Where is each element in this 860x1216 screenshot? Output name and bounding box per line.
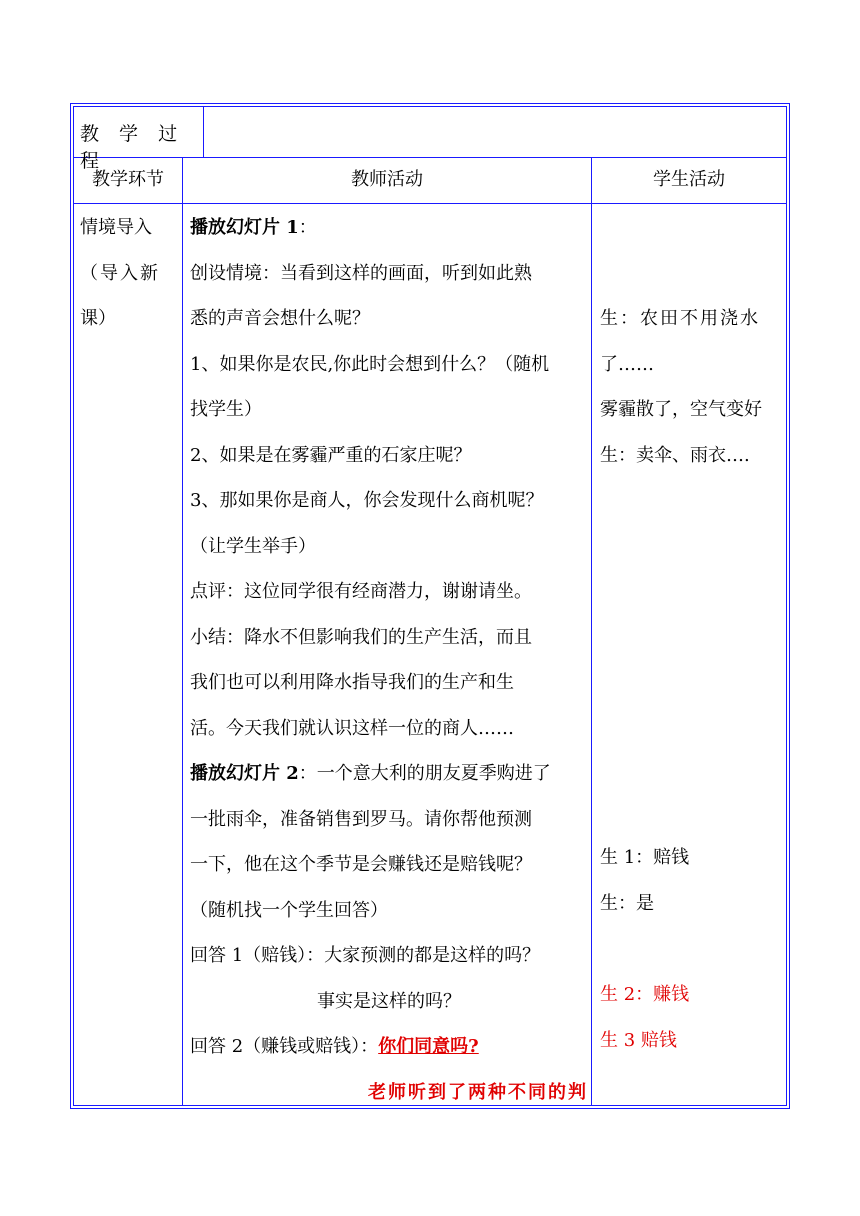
answer2-question: 你们同意吗?: [378, 1036, 479, 1057]
teacher-line: 3、那如果你是商人，你会发现什么商机呢？: [190, 490, 544, 511]
header-stage: 教学环节: [92, 169, 164, 190]
teacher-line: 事实是这样的吗？: [317, 990, 461, 1012]
row-divider-header: [74, 203, 786, 204]
teacher-line: [190, 751, 588, 797]
teacher-line: 我们也可以利用降水指导我们的生产和生: [190, 672, 514, 693]
student-block-1: [600, 296, 786, 478]
teacher-line: 一下，他在这个季节是会赚钱还是赔钱呢？: [190, 854, 532, 875]
stage-line: （导入新: [80, 262, 160, 284]
header-teacher: 教师活动: [351, 169, 423, 190]
stage-cell: [80, 205, 180, 342]
stage-line: 课）: [80, 308, 116, 329]
slide1-colon: ：: [298, 217, 317, 238]
teacher-line: 一批雨伞，准备销售到罗马。请你帮他预测: [190, 808, 532, 830]
student-line: 生：卖伞、雨衣….: [600, 444, 750, 466]
student-line: 生：农田不用浇水: [600, 308, 760, 329]
header-student: 学生活动: [653, 169, 725, 190]
student-block-2: [600, 835, 786, 926]
student-line: 生 1：赔钱: [600, 847, 690, 868]
teacher-line: 回答 1（赔钱）：大家预测的都是这样的吗？: [190, 945, 541, 966]
teacher-line: （让学生举手）: [190, 535, 316, 557]
teacher-line: [190, 1024, 588, 1070]
teacher-line: 活。今天我们就认识这样一位的商人……: [190, 717, 514, 739]
student-block-3: [600, 972, 786, 1063]
title-cell-divider: [203, 107, 204, 157]
teacher-line: （随机找一个学生回答）: [190, 899, 388, 921]
teacher-line: 老师听到了两种不同的判: [368, 1081, 588, 1103]
student-line: 雾霾散了，空气变好: [600, 399, 762, 420]
answer2-prefix: 回答 2（赚钱或赔钱）：: [190, 1036, 379, 1057]
lesson-table: [70, 103, 790, 1109]
teacher-cell: [190, 205, 588, 1115]
teacher-line: 2、如果是在雾霾严重的石家庄呢？: [190, 444, 472, 466]
student-line: 生：是: [600, 892, 654, 914]
student-line: 生 2：赚钱: [600, 984, 690, 1005]
teacher-line: 小结：降水不但影响我们的生产生活，而且: [190, 626, 532, 648]
student-line: 了……: [600, 353, 654, 375]
student-line: 生 3 赔钱: [600, 1029, 677, 1051]
stage-line: 情境导入: [80, 217, 152, 238]
teacher-line: 1、如果你是农民,你此时会想到什么？（随机: [190, 353, 550, 375]
teacher-line: [190, 205, 588, 251]
teacher-line: 点评：这位同学很有经商潜力，谢谢请坐。: [190, 581, 532, 602]
slide1-title: 播放幻灯片 1: [190, 217, 299, 238]
teacher-line: 悉的声音会想什么呢？: [190, 308, 370, 329]
section-title: 教 学 过 程: [80, 123, 185, 172]
col-divider-student: [591, 157, 592, 1105]
slide2-title: 播放幻灯片 2: [190, 763, 299, 784]
teacher-line: 创设情境：当看到这样的画面，听到如此熟: [190, 262, 532, 284]
col-divider-stage: [182, 157, 183, 1105]
teacher-line: 找学生）: [190, 399, 262, 420]
slide2-text: ：一个意大利的朋友夏季购进了: [298, 763, 551, 784]
